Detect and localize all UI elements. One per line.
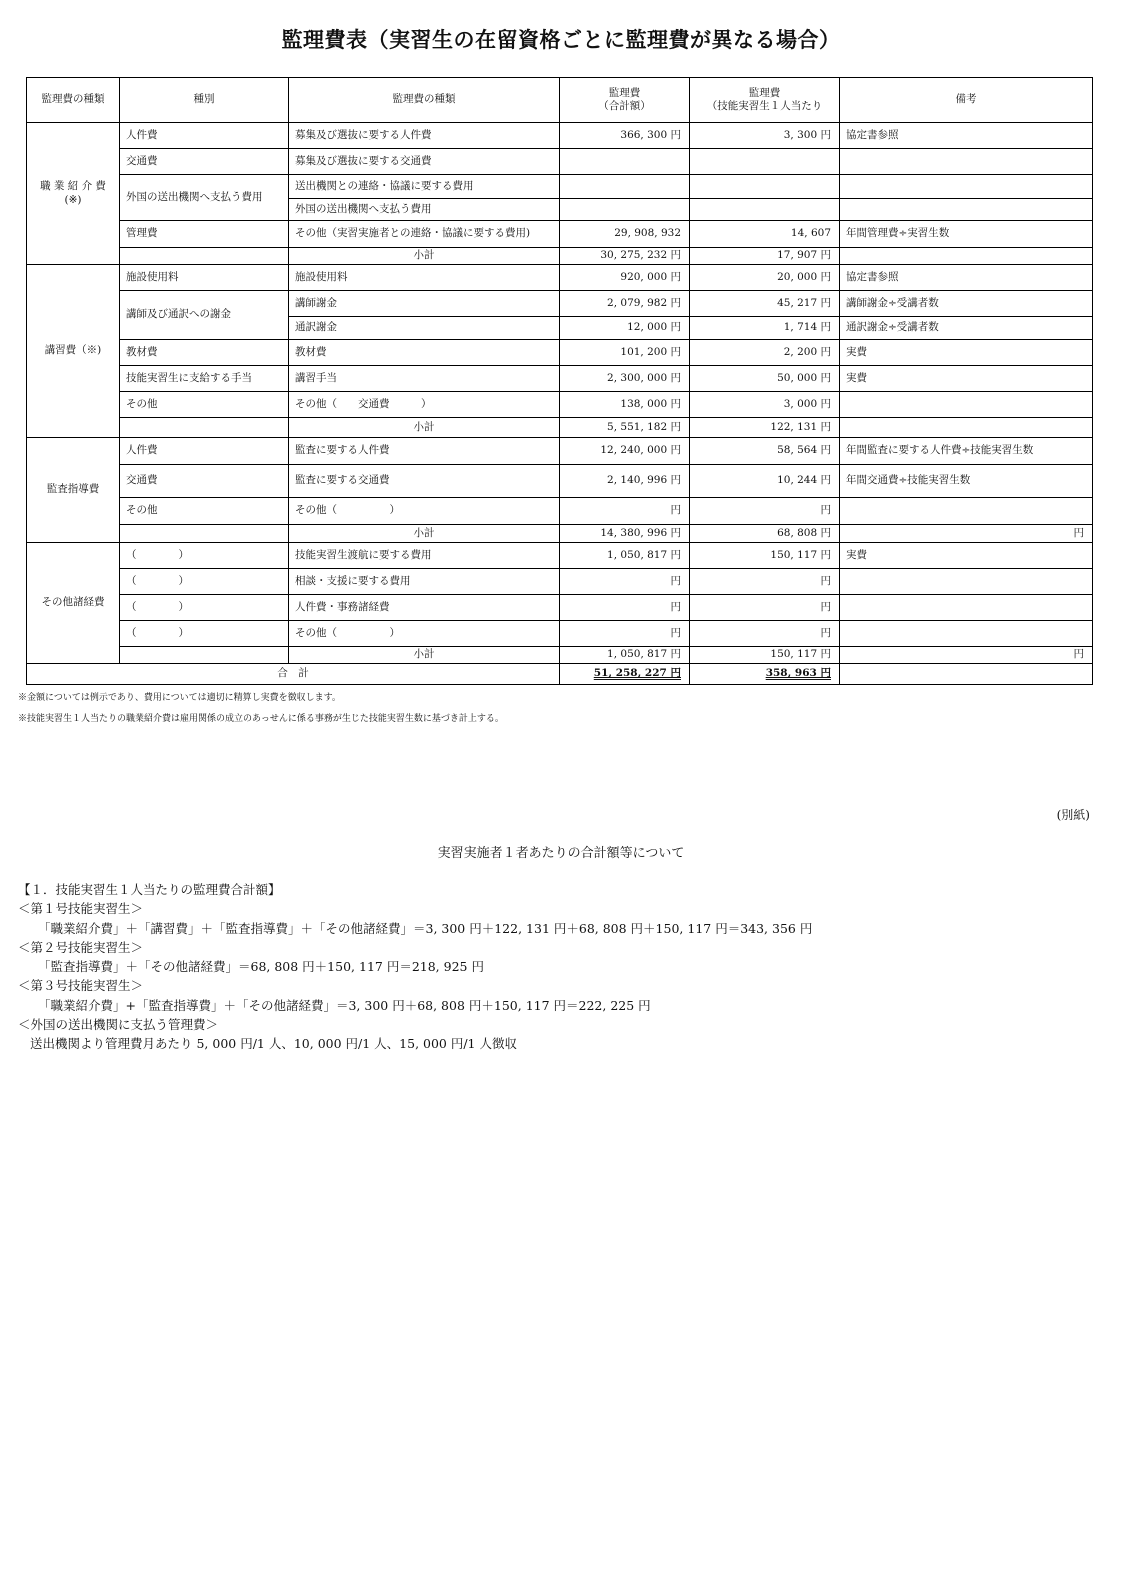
row-detail: 監査に要する人件費 bbox=[289, 438, 560, 465]
grand-total-row bbox=[27, 664, 1093, 685]
row-per: 20, 000 円 bbox=[690, 265, 840, 291]
subtotal-row bbox=[27, 248, 1093, 265]
row-per bbox=[690, 199, 840, 221]
group-2-formula: 「監査指導費」＋「その他諸経費」＝68, 808 円＋150, 117 円＝218, 925 円 bbox=[38, 959, 484, 975]
row-category: 交通費 bbox=[120, 465, 289, 498]
fee-table bbox=[26, 77, 1093, 685]
row-category: 交通費 bbox=[120, 149, 289, 175]
table-row bbox=[27, 149, 1093, 175]
row-per: 45, 217 円 bbox=[690, 291, 840, 317]
row-total: 2, 079, 982 円 bbox=[560, 291, 690, 317]
row-category: （ ） bbox=[120, 595, 289, 621]
group-4-text: 送出機関より管理費月あたり 5, 000 円/1 人、10, 000 円/1 人、15, 000 円/1 人徴収 bbox=[30, 1036, 517, 1052]
header-kind: 監理費の種類 bbox=[27, 78, 120, 123]
row-total: 138, 000 円 bbox=[560, 392, 690, 418]
subtotal-remark bbox=[840, 418, 1093, 438]
row-remark: 協定書参照 bbox=[840, 123, 1093, 149]
row-per: 円 bbox=[690, 621, 840, 647]
table-row bbox=[27, 123, 1093, 149]
row-category: （ ） bbox=[120, 543, 289, 569]
row-per: 58, 564 円 bbox=[690, 438, 840, 465]
row-total bbox=[560, 199, 690, 221]
row-remark: 実費 bbox=[840, 543, 1093, 569]
row-category: （ ） bbox=[120, 621, 289, 647]
subtotal-label: 小計 bbox=[289, 248, 560, 265]
row-remark bbox=[840, 392, 1093, 418]
row-category: 外国の送出機関へ支払う費用 bbox=[120, 175, 289, 221]
row-detail: その他（ ） bbox=[289, 498, 560, 525]
subtotal-per: 150, 117 円 bbox=[690, 647, 840, 664]
header-category: 種別 bbox=[120, 78, 289, 123]
grand-total-amount: 51, 258, 227 円 bbox=[560, 664, 690, 685]
row-detail: 監査に要する交通費 bbox=[289, 465, 560, 498]
subtotal-row bbox=[27, 418, 1093, 438]
group-4-title: ＜外国の送出機関に支払う管理費＞ bbox=[18, 1017, 219, 1033]
section-sonota: その他諸経費 bbox=[27, 543, 120, 664]
grand-total-per: 358, 963 円 bbox=[690, 664, 840, 685]
row-per: 50, 000 円 bbox=[690, 366, 840, 392]
subtotal-label: 小計 bbox=[289, 647, 560, 664]
section-title: 実習実施者１者あたりの合計額等について bbox=[437, 846, 685, 861]
row-per: 3, 300 円 bbox=[690, 123, 840, 149]
row-total: 2, 300, 000 円 bbox=[560, 366, 690, 392]
row-remark bbox=[840, 199, 1093, 221]
row-per: 1, 714 円 bbox=[690, 317, 840, 340]
row-remark bbox=[840, 595, 1093, 621]
row-total bbox=[560, 149, 690, 175]
section-koshu: 講習費（※) bbox=[27, 265, 120, 438]
row-detail: 募集及び選抜に要する交通費 bbox=[289, 149, 560, 175]
row-total: 円 bbox=[560, 498, 690, 525]
row-total: 2, 140, 996 円 bbox=[560, 465, 690, 498]
header-total: 監理費 （合計額） bbox=[560, 78, 690, 123]
subtotal-total: 1, 050, 817 円 bbox=[560, 647, 690, 664]
row-category: 施設使用料 bbox=[120, 265, 289, 291]
attachment-label: (別紙) bbox=[1056, 808, 1090, 822]
row-remark: 年間交通費÷技能実習生数 bbox=[840, 465, 1093, 498]
table-row bbox=[27, 340, 1093, 366]
row-remark: 実費 bbox=[840, 366, 1093, 392]
table-row bbox=[27, 498, 1093, 525]
subtotal-remark: 円 bbox=[840, 525, 1093, 543]
row-detail: 施設使用料 bbox=[289, 265, 560, 291]
table-row bbox=[27, 543, 1093, 569]
row-category: その他 bbox=[120, 498, 289, 525]
row-total: 29, 908, 932 bbox=[560, 221, 690, 248]
subtotal-remark: 円 bbox=[840, 647, 1093, 664]
table-row bbox=[27, 291, 1093, 317]
row-remark bbox=[840, 149, 1093, 175]
table-row bbox=[27, 621, 1093, 647]
group-3-title: ＜第３号技能実習生＞ bbox=[18, 978, 144, 994]
row-detail: 講習手当 bbox=[289, 366, 560, 392]
row-per bbox=[690, 175, 840, 199]
subtotal-label: 小計 bbox=[289, 525, 560, 543]
group-1-formula: 「職業紹介費」＋「講習費」＋「監査指導費」＋「その他諸経費」＝3, 300 円＋122, 131 円＋68, 808 円＋150, 117 円＝343, 356 円 bbox=[38, 920, 813, 936]
row-per: 円 bbox=[690, 569, 840, 595]
row-remark: 講師謝金÷受講者数 bbox=[840, 291, 1093, 317]
footnote-1: ※金額については例示であり、費用については適切に精算し実費を徴収します。 bbox=[18, 693, 341, 703]
subtotal-row bbox=[27, 525, 1093, 543]
subtotal-total: 30, 275, 232 円 bbox=[560, 248, 690, 265]
group-3-formula: 「職業紹介費」+「監査指導費」＋「その他諸経費」＝3, 300 円＋68, 808 円＋150, 117 円＝222, 225 円 bbox=[38, 997, 651, 1013]
row-remark bbox=[840, 621, 1093, 647]
row-detail: 募集及び選抜に要する人件費 bbox=[289, 123, 560, 149]
row-detail: その他（ 交通費 ） bbox=[289, 392, 560, 418]
row-remark bbox=[840, 569, 1093, 595]
table-row bbox=[27, 465, 1093, 498]
row-remark bbox=[840, 498, 1093, 525]
row-per: 150, 117 円 bbox=[690, 543, 840, 569]
table-row bbox=[27, 438, 1093, 465]
row-detail: 講師謝金 bbox=[289, 291, 560, 317]
row-per: 2, 200 円 bbox=[690, 340, 840, 366]
header-per-person: 監理費 （技能実習生１人当たり bbox=[690, 78, 840, 123]
row-total: 12, 240, 000 円 bbox=[560, 438, 690, 465]
subtotal-total: 14, 380, 996 円 bbox=[560, 525, 690, 543]
group-1-title: ＜第１号技能実習生＞ bbox=[18, 901, 144, 917]
row-remark: 年間管理費÷実習生数 bbox=[840, 221, 1093, 248]
row-category: その他 bbox=[120, 392, 289, 418]
row-per: 3, 000 円 bbox=[690, 392, 840, 418]
row-total bbox=[560, 175, 690, 199]
row-per: 10, 244 円 bbox=[690, 465, 840, 498]
row-detail: 通訳謝金 bbox=[289, 317, 560, 340]
table-row bbox=[27, 366, 1093, 392]
group-2-title: ＜第２号技能実習生＞ bbox=[18, 939, 144, 955]
row-total: 366, 300 円 bbox=[560, 123, 690, 149]
row-category: （ ） bbox=[120, 569, 289, 595]
row-remark: 実費 bbox=[840, 340, 1093, 366]
row-category: 講師及び通訳への謝金 bbox=[120, 291, 289, 340]
row-total: 円 bbox=[560, 595, 690, 621]
row-detail: 人件費・事務諸経費 bbox=[289, 595, 560, 621]
row-category: 技能実習生に支給する手当 bbox=[120, 366, 289, 392]
row-remark: 通訳謝金÷受講者数 bbox=[840, 317, 1093, 340]
row-per: 円 bbox=[690, 498, 840, 525]
subtotal-per: 122, 131 円 bbox=[690, 418, 840, 438]
row-detail: 教材費 bbox=[289, 340, 560, 366]
row-detail: その他（実習実施者との連絡・協議に要する費用) bbox=[289, 221, 560, 248]
table-row bbox=[27, 595, 1093, 621]
row-remark: 協定書参照 bbox=[840, 265, 1093, 291]
subtotal-per: 17, 907 円 bbox=[690, 248, 840, 265]
table-row bbox=[27, 265, 1093, 291]
row-per: 14, 607 bbox=[690, 221, 840, 248]
section-shokugyo: 職 業 紹 介 費 (※) bbox=[27, 123, 120, 265]
table-row bbox=[27, 392, 1093, 418]
footnote-2: ※技能実習生１人当たりの職業紹介費は雇用関係の成立のあっせんに係る事務が生じた技能実習生数に基づき計上する。 bbox=[18, 714, 504, 724]
row-total: 円 bbox=[560, 569, 690, 595]
table-row bbox=[27, 175, 1093, 199]
subtotal-total: 5, 551, 182 円 bbox=[560, 418, 690, 438]
header-detail: 監理費の種類 bbox=[289, 78, 560, 123]
row-per: 円 bbox=[690, 595, 840, 621]
row-remark bbox=[840, 175, 1093, 199]
page-title: 監理費表（実習生の在留資格ごとに監理費が異なる場合） bbox=[281, 28, 841, 52]
subtotal-row bbox=[27, 647, 1093, 664]
header-remarks: 備考 bbox=[840, 78, 1093, 123]
row-detail: 送出機関との連絡・協議に要する費用 bbox=[289, 175, 560, 199]
row-detail: その他（ ） bbox=[289, 621, 560, 647]
row-total: 円 bbox=[560, 621, 690, 647]
row-total: 920, 000 円 bbox=[560, 265, 690, 291]
subtotal-per: 68, 808 円 bbox=[690, 525, 840, 543]
row-per bbox=[690, 149, 840, 175]
row-detail: 相談・支援に要する費用 bbox=[289, 569, 560, 595]
row-category: 管理費 bbox=[120, 221, 289, 248]
row-detail: 外国の送出機関へ支払う費用 bbox=[289, 199, 560, 221]
row-detail: 技能実習生渡航に要する費用 bbox=[289, 543, 560, 569]
subtotal-remark bbox=[840, 248, 1093, 265]
row-total: 101, 200 円 bbox=[560, 340, 690, 366]
row-total: 1, 050, 817 円 bbox=[560, 543, 690, 569]
grand-total-label: 合 計 bbox=[27, 664, 560, 685]
table-header-row bbox=[27, 78, 1093, 123]
row-category: 教材費 bbox=[120, 340, 289, 366]
row-category: 人件費 bbox=[120, 123, 289, 149]
table-row bbox=[27, 569, 1093, 595]
section-kansa: 監査指導費 bbox=[27, 438, 120, 543]
table-row bbox=[27, 221, 1093, 248]
subtotal-label: 小計 bbox=[289, 418, 560, 438]
summary-block bbox=[18, 880, 812, 1054]
row-category: 人件費 bbox=[120, 438, 289, 465]
summary-heading: 【１．技能実習生１人当たりの監理費合計額】 bbox=[18, 882, 281, 897]
row-total: 12, 000 円 bbox=[560, 317, 690, 340]
row-remark: 年間監査に要する人件費÷技能実習生数 bbox=[840, 438, 1093, 465]
